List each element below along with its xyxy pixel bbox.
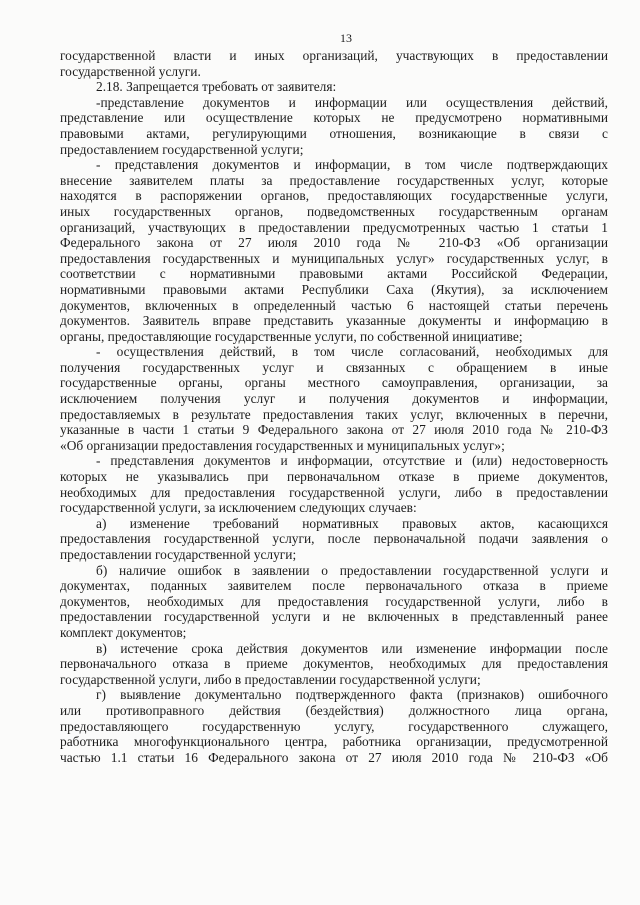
text-line: указанные в части 1 статьи 9 Федерального закона от 27 июля 2010 года № 210-ФЗ bbox=[60, 422, 608, 438]
text-line: иных государственных органов, подведомственных государственным органам bbox=[60, 203, 608, 219]
text-line: -представление документов и информации или осуществления действий, bbox=[96, 94, 608, 110]
text-line: нормативными правовыми актами Республики Саха (Якутия), за исключением bbox=[60, 281, 608, 297]
text-line: государственной услуги, за исключением следующих случаев: bbox=[60, 500, 417, 516]
document-body bbox=[60, 48, 608, 765]
text-line: документах, поданных заявителем после первоначального отказа в приеме bbox=[60, 578, 608, 594]
text-line: частью 1.1 статьи 16 Федерального закона от 27 июля 2010 года № 210-ФЗ «Об bbox=[60, 749, 608, 765]
text-line: предоставления государственной услуги, после первоначальной подачи заявления о bbox=[60, 531, 608, 547]
text-line: предоставлением государственной услуги; bbox=[60, 141, 304, 157]
text-line: предоставляемых в результате предоставления таких услуг, включенных в перечни, bbox=[60, 406, 608, 422]
text-line: исключением получения услуг и получения документов и информации, bbox=[60, 391, 608, 407]
text-line: получения государственных услуг и связанных с обращением в иные bbox=[60, 359, 608, 375]
text-line: б) наличие ошибок в заявлении о предоставлении государственной услуги и bbox=[96, 562, 608, 578]
text-line: которых не указывались при первоначальном отказе в приеме документов, bbox=[60, 469, 608, 485]
text-line: государственные органы, органы местного самоуправления, организации, за bbox=[60, 375, 608, 391]
text-line: государственной услуги. bbox=[60, 63, 201, 79]
text-line: или противоправного действия (бездействия) должностного лица органа, bbox=[60, 702, 608, 718]
text-line: работника многофункционального центра, работника организации, предусмотренной bbox=[60, 734, 608, 750]
text-line: - представления документов и информации, отсутствие и (или) недостоверность bbox=[96, 453, 608, 469]
text-line: Федерального закона от 27 июля 2010 года № 210-ФЗ «Об организации bbox=[60, 235, 608, 251]
text-line: документов, включенных в определенный частью 6 настоящей статьи перечень bbox=[60, 297, 608, 313]
text-line: - представления документов и информации, в том числе подтверждающих bbox=[96, 157, 608, 173]
text-line: документов, необходимых для предоставления государственной услуги, либо в bbox=[60, 593, 608, 609]
text-line: организаций, участвующих в предоставлении предусмотренных частью 1 статьи 1 bbox=[60, 219, 608, 235]
text-line: предоставлении государственной услуги и не включенных в представленный ранее bbox=[60, 609, 608, 625]
text-line: - осуществления действий, в том числе согласований, необходимых для bbox=[96, 344, 608, 360]
text-line: г) выявление документально подтвержденного факта (признаков) ошибочного bbox=[96, 687, 608, 703]
text-line: «Об организации предоставления государственных и муниципальных услуг»; bbox=[60, 437, 505, 453]
text-line: комплект документов; bbox=[60, 624, 187, 640]
text-line: предоставляющего государственную услугу, государственного служащего, bbox=[60, 718, 608, 734]
text-line: а) изменение требований нормативных правовых актов, касающихся bbox=[96, 515, 608, 531]
text-line: правовыми актами, регулирующими отношения, возникающие в связи с bbox=[60, 125, 608, 141]
page-number: 13 bbox=[340, 31, 352, 45]
text-line: находятся в распоряжении органов, предоставляющих государственные услуги, bbox=[60, 188, 608, 204]
text-line: соответствии с нормативными правовыми актами Российской Федерации, bbox=[60, 266, 608, 282]
text-line: государственной услуги, либо в предоставлении государственной услуги; bbox=[60, 671, 481, 687]
text-line: представление или осуществление которых не предусмотрено нормативными bbox=[60, 110, 608, 126]
text-line: предоставлении государственной услуги; bbox=[60, 547, 297, 562]
text-line: необходимых для предоставления государственной услуги, либо в предоставлении bbox=[60, 484, 608, 500]
text-line: в) истечение срока действия документов или изменение информации после bbox=[96, 640, 608, 656]
text-line: документов. Заявитель вправе представить указанные документы и информацию в bbox=[60, 313, 608, 329]
text-line: государственной власти и иных организаций, участвующих в предоставлении bbox=[60, 48, 608, 63]
text-line: первоначального отказа в приеме документов, необходимых для предоставления bbox=[60, 656, 608, 672]
text-line: органы, предоставляющие государственные услуги, по собственной инициативе; bbox=[60, 328, 523, 344]
text-line: 2.18. Запрещается требовать от заявителя: bbox=[96, 79, 337, 95]
text-line: внесение заявителем платы за предоставление государственных услуг, которые bbox=[60, 172, 608, 188]
text-line: предоставления государственных и муниципальных услуг» государственных услуг, в bbox=[60, 250, 608, 266]
